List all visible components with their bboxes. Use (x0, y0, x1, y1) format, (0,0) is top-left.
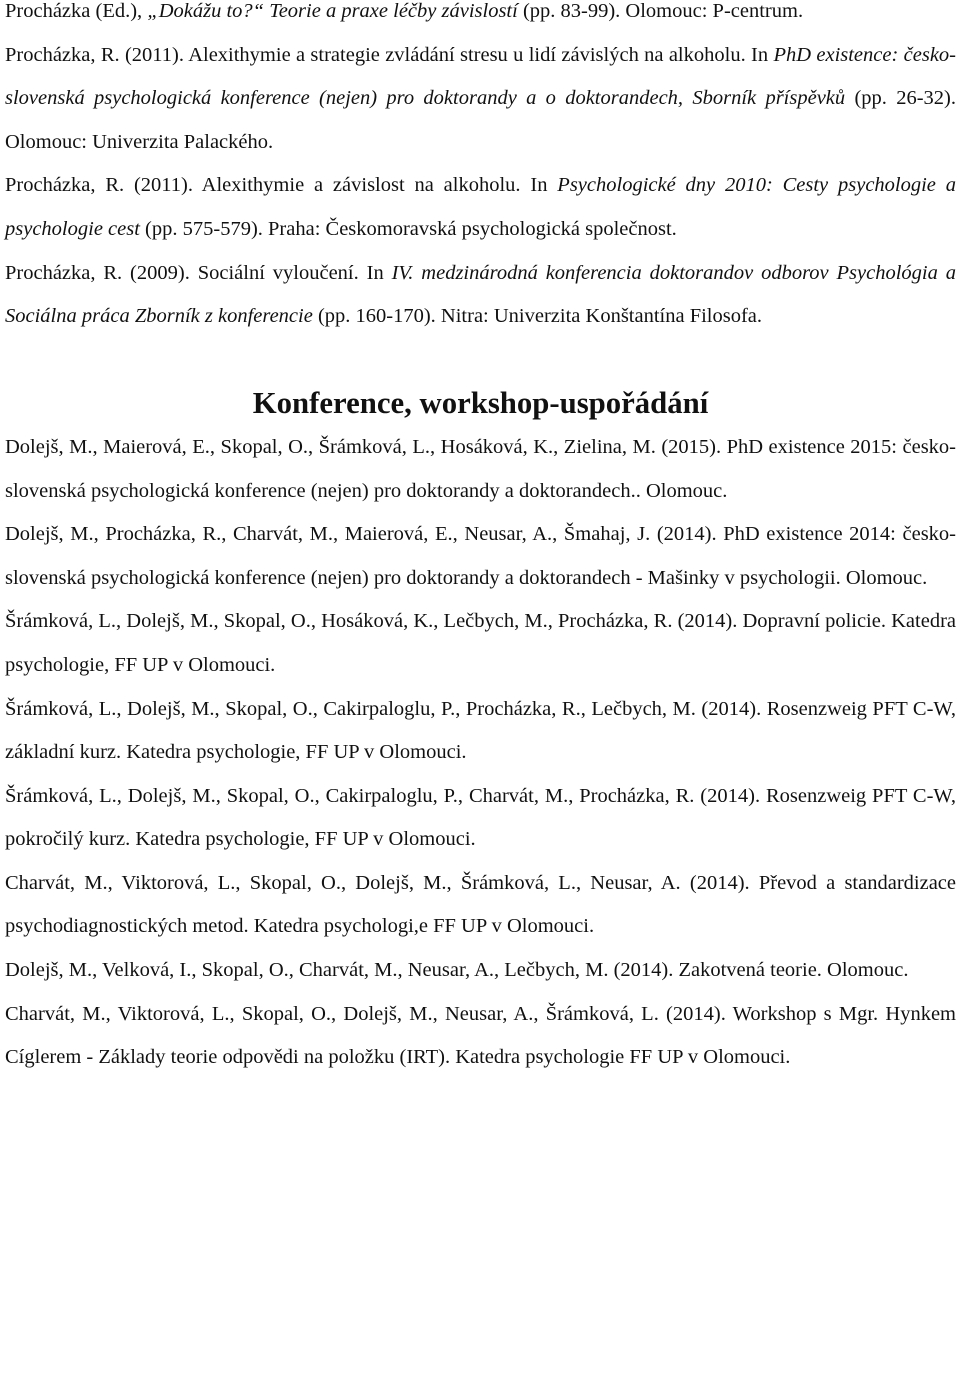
conference-entry: Dolejš, M., Velková, I., Skopal, O., Charvát, M., Neusar, A., Lečbych, M. (2014). Zakotvená teorie. Olomouc. (5, 959, 909, 982)
reference-title-italic: Psychologické dny 2010: Cesty psychologie a psychologie cest (5, 174, 956, 240)
conference-entry: Šrámková, L., Dolejš, M., Skopal, O., Cakirpaloglu, P., Procházka, R., Lečbych, M. (2014). Rosenzweig PFT C-W, základní kurz. Katedra psychologie, FF UP v Olomouci. (5, 697, 956, 764)
reference-entry (5, 164, 956, 251)
section-heading: Konference, workshop-uspořádání (252, 386, 709, 421)
conference-entry: Dolejš, M., Procházka, R., Charvát, M., Maierová, E., Neusar, A., Šmahaj, J. (2014). PhD existence 2014: česko-slovenská psychologická konference (nejen) pro doktorandy a doktorandech - Mašinky v psychologii. Olomouc. (5, 523, 956, 589)
reference-title-italic: IV. medzinárodná konferencia doktorandov odborov Psychológia a Sociálna práca Zborník z konferencie (5, 261, 956, 328)
top-block (5, 0, 956, 1080)
reference-title-italic: „Dokážu to?“ Teorie a praxe léčby závislostí (147, 0, 518, 22)
conference-entry: Šrámková, L., Dolejš, M., Skopal, O., Cakirpaloglu, P., Charvát, M., Procházka, R. (2014). Rosenzweig PFT C-W, pokročilý kurz. Katedra psychologie, FF UP v Olomouci. (5, 784, 956, 851)
reference-title-italic: PhD existence: česko-slovenská psychologická konference (nejen) pro doktorandy a o doktorandech, Sborník příspěvků (5, 43, 956, 110)
conference-entry: Dolejš, M., Maierová, E., Skopal, O., Šrámková, L., Hosáková, K., Zielina, M. (2015). PhD existence 2015: česko-slovenská psychologická konference (nejen) pro doktorandy a doktorandech.. Olomouc. (5, 435, 956, 502)
conference-entry: Charvát, M., Viktorová, L., Skopal, O., Dolejš, M., Šrámková, L., Neusar, A. (2014). Převod a standardizace psychodiagnostických metod. Katedra psychologi,e FF UP v Olomouci. (5, 871, 956, 938)
reference-text: Procházka, R. (2009). Sociální vyloučení. In (5, 261, 392, 284)
reference-text: Procházka, R. (2011). Alexithymie a závislost na alkoholu. In (5, 174, 558, 197)
section-gap (5, 339, 956, 383)
reference-text: (pp. 160-170). Nitra: Univerzita Konštantína Filosofa. (312, 305, 763, 328)
reference-text: (pp. 575-579). Praha: Českomoravská psychologická společnost. (139, 217, 677, 240)
reference-text: Procházka (Ed.), (5, 0, 148, 22)
reference-text: (pp. 83-99). Olomouc: P-centrum. (517, 0, 804, 22)
reference-text: (pp. 26-32). Olomouc: Univerzita Palackého. (5, 87, 957, 153)
reference-entry (5, 0, 956, 34)
reference-text: Procházka, R. (2011). Alexithymie a strategie zvládání stresu u lidí závislých na alkoholu. In (5, 43, 774, 66)
reference-entry (5, 34, 956, 165)
conference-entry: Charvát, M., Viktorová, L., Skopal, O., Dolejš, M., Neusar, A., Šrámková, L. (2014). Workshop s Mgr. Hynkem Cíglerem - Základy teorie odpovědi na položku (IRT). Katedra psychologie FF UP v Olomouci. (5, 1002, 956, 1069)
reference-entry (5, 252, 956, 339)
conference-list (5, 426, 956, 1080)
conference-entry: Šrámková, L., Dolejš, M., Skopal, O., Hosáková, K., Lečbych, M., Procházka, R. (2014). Dopravní policie. Katedra psychologie, FF UP v Olomouci. (5, 610, 956, 676)
reference-list (5, 0, 956, 339)
